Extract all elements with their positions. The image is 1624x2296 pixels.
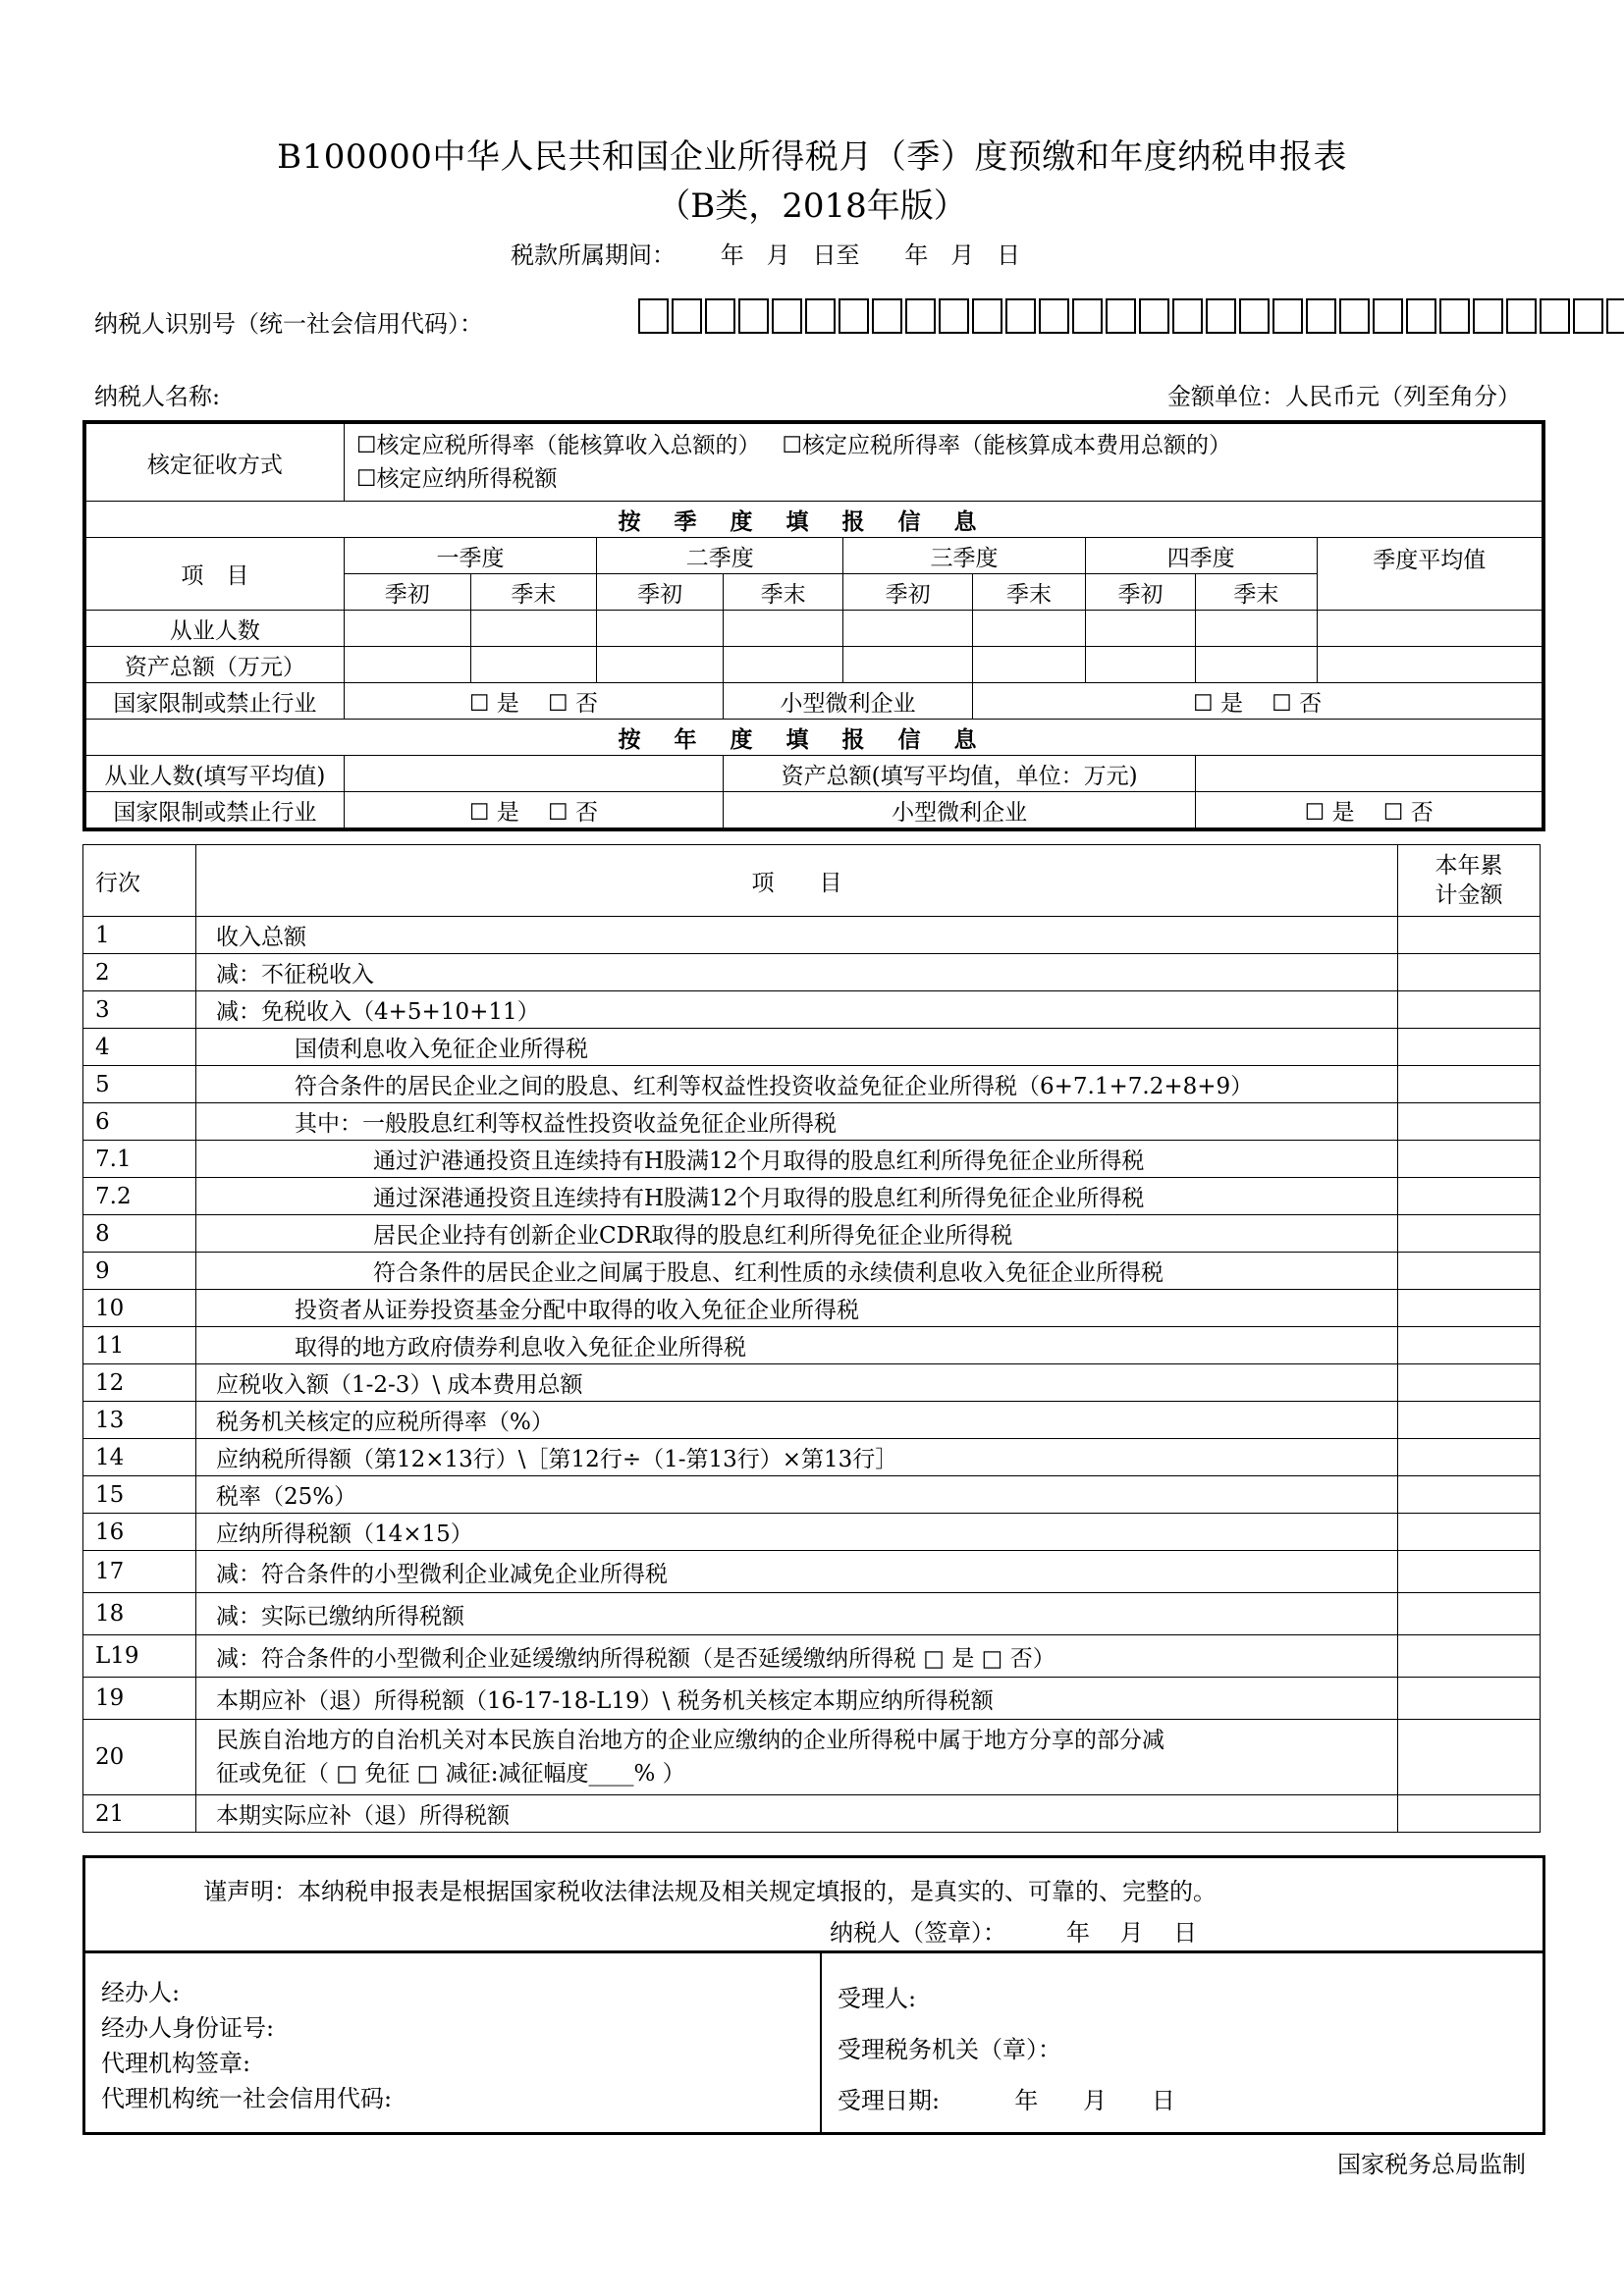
declaration-text: 谨声明：本纳税申报表是根据国家税收法律法规及相关规定填报的，是真实的、可靠的、完整的。 (203, 1878, 1217, 1905)
amount-cell[interactable] (1398, 954, 1541, 991)
tax-office-label: 受理税务机关（章）： (838, 2036, 1061, 2063)
form-subtitle: （B类，2018年版） (657, 187, 967, 226)
amount-cell[interactable] (1398, 1103, 1541, 1141)
row-item: 应纳所得税额（14×15） (196, 1514, 1398, 1551)
amount-cell[interactable] (1398, 1029, 1541, 1066)
checkbox-method1[interactable]: ☐ (355, 433, 377, 458)
amount-cell[interactable] (1398, 1141, 1541, 1178)
assets-label: 资产总额（万元） (86, 647, 345, 683)
method-option-1: 核定应税所得率（能核算收入总额的） (376, 433, 761, 458)
row-no: 1 (83, 917, 196, 954)
quarter-avg: 季度平均值 (1317, 538, 1542, 611)
row-item: 税务机关核定的应税所得率（%） (196, 1402, 1398, 1439)
amount-unit: 金额单位：人民币元（列至角分） (1167, 383, 1521, 410)
col-item-header: 项 目 (196, 845, 1398, 917)
handler-id-label: 经办人身份证号: (101, 2014, 275, 2042)
annual-heading: 按年度填报信息 (86, 720, 1543, 756)
row-item: 其中：一般股息红利等权益性投资收益免征企业所得税 (196, 1103, 1398, 1141)
row-item: 符合条件的居民企业之间的股息、红利等权益性投资收益免征企业所得税（6+7.1+7.2+8+9） (196, 1066, 1398, 1103)
item-header: 项 目 (86, 538, 345, 611)
row-no: 12 (83, 1364, 196, 1402)
row-item: 减：符合条件的小型微利企业延缓缴纳所得税额（是否延缓缴纳所得税 □ 是 □ 否） (196, 1635, 1398, 1678)
restricted-label: 国家限制或禁止行业 (86, 683, 345, 720)
row-no: 5 (83, 1066, 196, 1103)
amount-cell[interactable] (1398, 1290, 1541, 1327)
amount-cell[interactable] (1398, 1635, 1541, 1678)
tin-input-boxes[interactable] (638, 298, 1624, 334)
row-no: 14 (83, 1439, 196, 1476)
handler-label: 经办人: (101, 1979, 181, 2006)
row-no: 11 (83, 1327, 196, 1364)
annual-restricted-label: 国家限制或禁止行业 (86, 792, 345, 828)
annual-employees-label: 从业人数(填写平均值) (86, 756, 345, 792)
signature-box (82, 1950, 1545, 2135)
form-title: B100000中华人民共和国企业所得税月（季）度预缴和年度纳税申报表 (277, 137, 1347, 177)
q1-start: 季初 (344, 574, 470, 611)
amount-cell[interactable] (1398, 1439, 1541, 1476)
amount-cell[interactable] (1398, 917, 1541, 954)
taxpayer-signature[interactable]: 纳税人（签章）： 年 月 日 (830, 1919, 1198, 1947)
quarterly-heading: 按季度填报信息 (86, 502, 1543, 538)
col-amount-header: 本年累 计金额 (1398, 845, 1541, 917)
q1-end: 季末 (470, 574, 597, 611)
q3-end: 季末 (973, 574, 1086, 611)
annual-assets-label: 资产总额(填写平均值，单位：万元) (723, 756, 1195, 792)
q2-start: 季初 (597, 574, 724, 611)
row-no: 18 (83, 1593, 196, 1635)
amount-cell[interactable] (1398, 1551, 1541, 1593)
restricted-choice[interactable]: ☐ 是 ☐ 否 (344, 683, 723, 720)
taxpayer-name-label: 纳税人名称: (94, 383, 221, 410)
row-no: 17 (83, 1551, 196, 1593)
quarter-2: 二季度 (597, 538, 843, 574)
info-section (82, 420, 1545, 831)
row-item: 取得的地方政府债券利息收入免征企业所得税 (196, 1327, 1398, 1364)
annual-small-micro-choice[interactable]: ☐ 是 ☐ 否 (1196, 792, 1543, 828)
row-item: 通过深港通投资且连续持有H股满12个月取得的股息红利所得免征企业所得税 (196, 1178, 1398, 1215)
quarter-4: 四季度 (1085, 538, 1317, 574)
row-item: 应税收入额（1-2-3）\ 成本费用总额 (196, 1364, 1398, 1402)
row-no: 19 (83, 1678, 196, 1720)
signature-divider (820, 1953, 822, 2132)
footer-supervision: 国家税务总局监制 (1337, 2151, 1526, 2178)
amount-cell[interactable] (1398, 1215, 1541, 1253)
row-item: 投资者从证券投资基金分配中取得的收入免征企业所得税 (196, 1290, 1398, 1327)
agency-code-label: 代理机构统一社会信用代码: (101, 2085, 393, 2112)
row-no: 13 (83, 1402, 196, 1439)
row-no: 16 (83, 1514, 196, 1551)
annual-restricted-choice[interactable]: ☐ 是 ☐ 否 (344, 792, 723, 828)
row-no: 4 (83, 1029, 196, 1066)
q4-start: 季初 (1085, 574, 1195, 611)
row-item: 减：不征税收入 (196, 954, 1398, 991)
amount-cell[interactable] (1398, 1678, 1541, 1720)
row-item: 国债利息收入免征企业所得税 (196, 1029, 1398, 1066)
amount-cell[interactable] (1398, 991, 1541, 1029)
amount-cell[interactable] (1398, 1402, 1541, 1439)
row-no: 7.1 (83, 1141, 196, 1178)
row-no: 15 (83, 1476, 196, 1514)
row-item: 本期实际应补（退）所得税额 (196, 1795, 1398, 1833)
row-item: 应纳税所得额（第12×13行）\［第12行÷（1-第13行）×第13行］ (196, 1439, 1398, 1476)
amount-cell[interactable] (1398, 1253, 1541, 1290)
col-row-header: 行次 (83, 845, 196, 917)
row-item: 居民企业持有创新企业CDR取得的股息红利所得免征企业所得税 (196, 1215, 1398, 1253)
row-item: 收入总额 (196, 917, 1398, 954)
row-item: 减：免税收入（4+5+10+11） (196, 991, 1398, 1029)
employees-label: 从业人数 (86, 611, 345, 647)
row-no: 6 (83, 1103, 196, 1141)
amount-cell[interactable] (1398, 1476, 1541, 1514)
row-item: 符合条件的居民企业之间属于股息、红利性质的永续债利息收入免征企业所得税 (196, 1253, 1398, 1290)
row-item: 本期应补（退）所得税额（16-17-18-L19）\ 税务机关核定本期应纳所得税额 (196, 1678, 1398, 1720)
method-option-3: 核定应纳所得税额 (376, 466, 558, 492)
amount-cell[interactable] (1398, 1178, 1541, 1215)
amount-cell[interactable] (1398, 1364, 1541, 1402)
annual-small-micro-label: 小型微利企业 (723, 792, 1195, 828)
row-item: 民族自治地方的自治机关对本民族自治地方的企业应缴纳的企业所得税中属于地方分享的部分减 征或免征（ □ 免征 □ 减征:减征幅度____% ） (196, 1720, 1398, 1795)
row-no: 21 (83, 1795, 196, 1833)
row-item: 减：符合条件的小型微利企业减免企业所得税 (196, 1551, 1398, 1593)
declaration-box (82, 1855, 1545, 1953)
row-no: 9 (83, 1253, 196, 1290)
amount-cell[interactable] (1398, 1795, 1541, 1833)
method-label: 核定征收方式 (86, 424, 345, 502)
receive-date-label: 受理日期: 年 月 日 (838, 2087, 1175, 2114)
amount-cell[interactable] (1398, 1327, 1541, 1364)
row-no: 2 (83, 954, 196, 991)
tin-label: 纳税人识别号（统一社会信用代码）： (94, 310, 483, 338)
q4-end: 季末 (1196, 574, 1317, 611)
amount-cell[interactable] (1398, 1066, 1541, 1103)
checkbox-method2[interactable]: ☐ (782, 433, 803, 458)
row-no: 10 (83, 1290, 196, 1327)
row-no: 8 (83, 1215, 196, 1253)
row-item: 通过沪港通投资且连续持有H股满12个月取得的股息红利所得免征企业所得税 (196, 1141, 1398, 1178)
small-micro-choice[interactable]: ☐ 是 ☐ 否 (973, 683, 1543, 720)
row-no: 20 (83, 1720, 196, 1795)
quarter-1: 一季度 (344, 538, 596, 574)
q3-start: 季初 (843, 574, 973, 611)
amount-cell[interactable] (1398, 1720, 1541, 1795)
small-micro-label: 小型微利企业 (723, 683, 972, 720)
checkbox-method3[interactable]: ☐ (355, 466, 377, 492)
row-no: 7.2 (83, 1178, 196, 1215)
q2-end: 季末 (723, 574, 842, 611)
row-item: 税率（25%） (196, 1476, 1398, 1514)
amount-cell[interactable] (1398, 1514, 1541, 1551)
quarter-3: 三季度 (843, 538, 1086, 574)
row-no: L19 (83, 1635, 196, 1678)
agency-seal-label: 代理机构签章: (101, 2050, 251, 2077)
main-table (82, 844, 1541, 1833)
tax-period: 税款所属期间： 年 月 日至 年 月 日 (511, 241, 1021, 269)
amount-cell[interactable] (1398, 1593, 1541, 1635)
receiver-label: 受理人: (838, 1985, 917, 2012)
method-option-2: 核定应税所得率（能核算成本费用总额的） (802, 433, 1232, 458)
row-item: 减：实际已缴纳所得税额 (196, 1593, 1398, 1635)
row-no: 3 (83, 991, 196, 1029)
